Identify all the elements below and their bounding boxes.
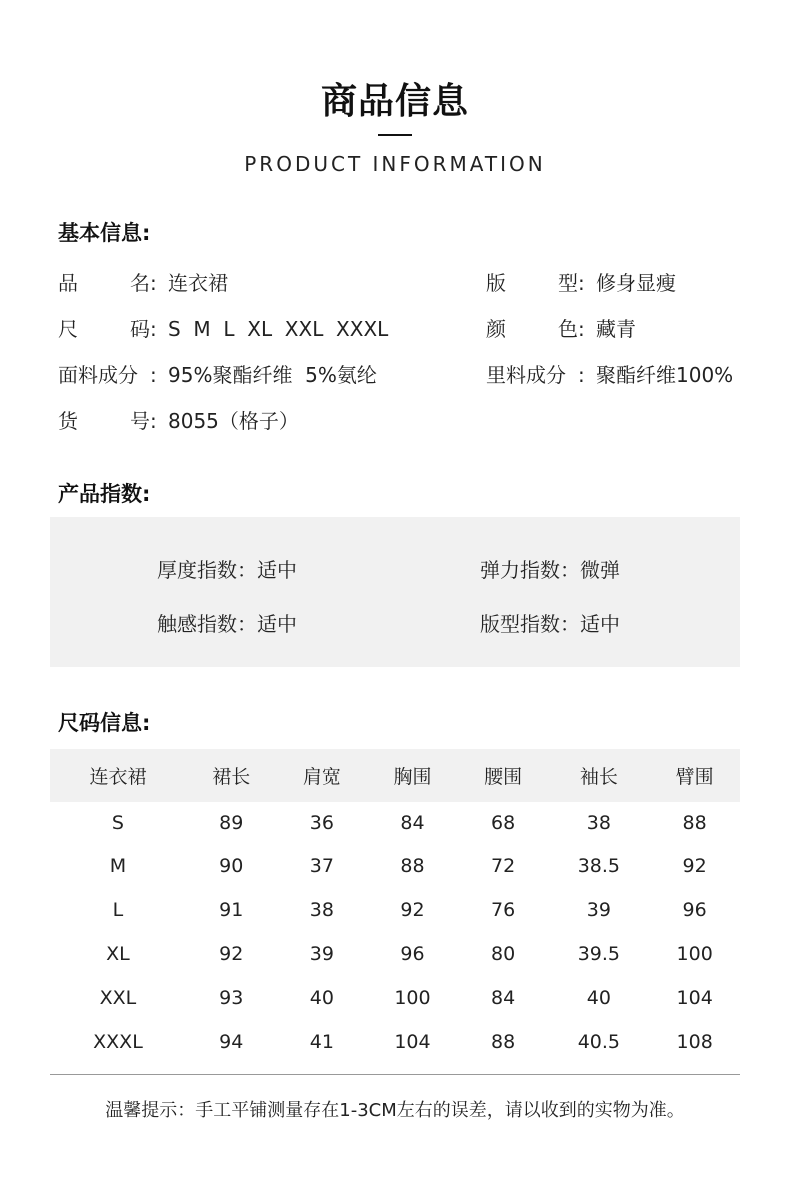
table-cell: 36 bbox=[309, 812, 334, 834]
info-label: 颜 色 bbox=[486, 317, 578, 341]
size-table-header bbox=[50, 749, 740, 802]
column-header: 胸围 bbox=[367, 749, 458, 802]
table-cell: 88 bbox=[682, 812, 707, 834]
table-cell: 40 bbox=[586, 987, 611, 1009]
table-cell: 68 bbox=[491, 812, 516, 834]
table-bottom-divider bbox=[50, 1074, 740, 1075]
table-cell: 92 bbox=[682, 855, 707, 877]
column-header: 臂围 bbox=[649, 749, 740, 802]
column-header: 连衣裙 bbox=[50, 749, 186, 802]
info-label: 面料成分 bbox=[58, 363, 138, 387]
table-cell: 41 bbox=[309, 1031, 334, 1053]
info-label: 里料成分 bbox=[486, 363, 566, 387]
table-cell: 40.5 bbox=[577, 1031, 621, 1053]
basic-info-heading: 基本信息: bbox=[58, 221, 151, 245]
page-subtitle: PRODUCT INFORMATION bbox=[244, 152, 546, 176]
table-cell: 94 bbox=[219, 1031, 244, 1053]
table-cell: L bbox=[112, 899, 124, 921]
table-cell: 108 bbox=[676, 1031, 713, 1053]
info-value: 95%聚酯纤维 5%氨纶 bbox=[168, 363, 377, 387]
table-cell: XL bbox=[106, 943, 130, 965]
table-cell: 84 bbox=[491, 987, 516, 1009]
table-cell: S bbox=[111, 812, 124, 834]
table-cell: 38.5 bbox=[577, 855, 621, 877]
table-cell: 100 bbox=[676, 943, 713, 965]
table-cell: 96 bbox=[400, 943, 425, 965]
title-divider bbox=[378, 134, 412, 136]
product-index-panel bbox=[50, 517, 740, 667]
table-cell: XXL bbox=[99, 987, 137, 1009]
table-cell: 100 bbox=[394, 987, 431, 1009]
info-value: 连衣裙 bbox=[168, 271, 228, 295]
info-value: 8055（格子） bbox=[168, 409, 299, 433]
info-row-fit: 版 型 : 修身显瘦 bbox=[486, 268, 676, 298]
table-cell: 92 bbox=[400, 899, 425, 921]
table-cell: 88 bbox=[491, 1031, 516, 1053]
table-cell: 104 bbox=[676, 987, 713, 1009]
info-value: S M L XL XXL XXXL bbox=[168, 317, 389, 341]
table-cell: 76 bbox=[491, 899, 516, 921]
info-value: 修身显瘦 bbox=[596, 271, 676, 295]
table-row bbox=[50, 888, 740, 932]
info-row-size: 尺 码 : S M L XL XXL XXXL bbox=[58, 314, 388, 344]
info-label: 货 号 bbox=[58, 409, 150, 433]
table-cell: 92 bbox=[219, 943, 244, 965]
table-cell: 90 bbox=[219, 855, 244, 877]
table-row bbox=[50, 844, 740, 888]
table-cell: 96 bbox=[682, 899, 707, 921]
table-row bbox=[50, 802, 740, 844]
size-table bbox=[50, 749, 740, 1064]
table-cell: 104 bbox=[394, 1031, 431, 1053]
info-row-fabric: 面料成分 : 95%聚酯纤维 5%氨纶 bbox=[58, 360, 377, 390]
table-cell: XXXL bbox=[93, 1031, 143, 1053]
info-label: 品 名 bbox=[58, 271, 150, 295]
index-item-elasticity: 弹力指数：微弹 bbox=[480, 558, 620, 582]
info-value: 藏青 bbox=[596, 317, 636, 341]
table-row bbox=[50, 932, 740, 976]
info-label: 尺 码 bbox=[58, 317, 150, 341]
table-cell: 39 bbox=[309, 943, 334, 965]
index-item-fit: 版型指数：适中 bbox=[480, 612, 620, 636]
table-cell: M bbox=[109, 855, 127, 877]
size-info-heading: 尺码信息: bbox=[58, 711, 151, 735]
table-cell: 38 bbox=[586, 812, 611, 834]
index-item-thickness: 厚度指数：适中 bbox=[157, 558, 297, 582]
table-row bbox=[50, 976, 740, 1020]
column-header: 袖长 bbox=[548, 749, 649, 802]
table-cell: 91 bbox=[219, 899, 244, 921]
table-cell: 39 bbox=[586, 899, 611, 921]
table-cell: 72 bbox=[491, 855, 516, 877]
info-value: 聚酯纤维100% bbox=[596, 363, 734, 387]
index-item-touch: 触感指数：适中 bbox=[157, 612, 297, 636]
table-cell: 80 bbox=[491, 943, 516, 965]
page-header bbox=[0, 78, 790, 178]
table-cell: 89 bbox=[219, 812, 244, 834]
info-row-item-number: 货 号 : 8055（格子） bbox=[58, 406, 299, 436]
table-cell: 40 bbox=[309, 987, 334, 1009]
info-row-color: 颜 色 : 藏青 bbox=[486, 314, 636, 344]
column-header: 腰围 bbox=[458, 749, 549, 802]
page-title: 商品信息 bbox=[320, 81, 469, 122]
table-cell: 93 bbox=[219, 987, 244, 1009]
table-cell: 37 bbox=[309, 855, 334, 877]
info-label: 版 型 bbox=[486, 271, 578, 295]
measurement-tip: 温馨提示：手工平铺测量存在1-3CM左右的误差，请以收到的实物为准。 bbox=[105, 1100, 685, 1121]
table-cell: 38 bbox=[309, 899, 334, 921]
table-cell: 39.5 bbox=[577, 943, 621, 965]
table-cell: 84 bbox=[400, 812, 425, 834]
info-row-lining: 里料成分 : 聚酯纤维100% bbox=[486, 360, 733, 390]
column-header: 肩宽 bbox=[277, 749, 368, 802]
product-index-heading: 产品指数: bbox=[58, 482, 151, 506]
table-row bbox=[50, 1020, 740, 1064]
table-cell: 88 bbox=[400, 855, 425, 877]
info-row-product-name: 品 名 : 连衣裙 bbox=[58, 268, 228, 298]
column-header: 裙长 bbox=[186, 749, 277, 802]
